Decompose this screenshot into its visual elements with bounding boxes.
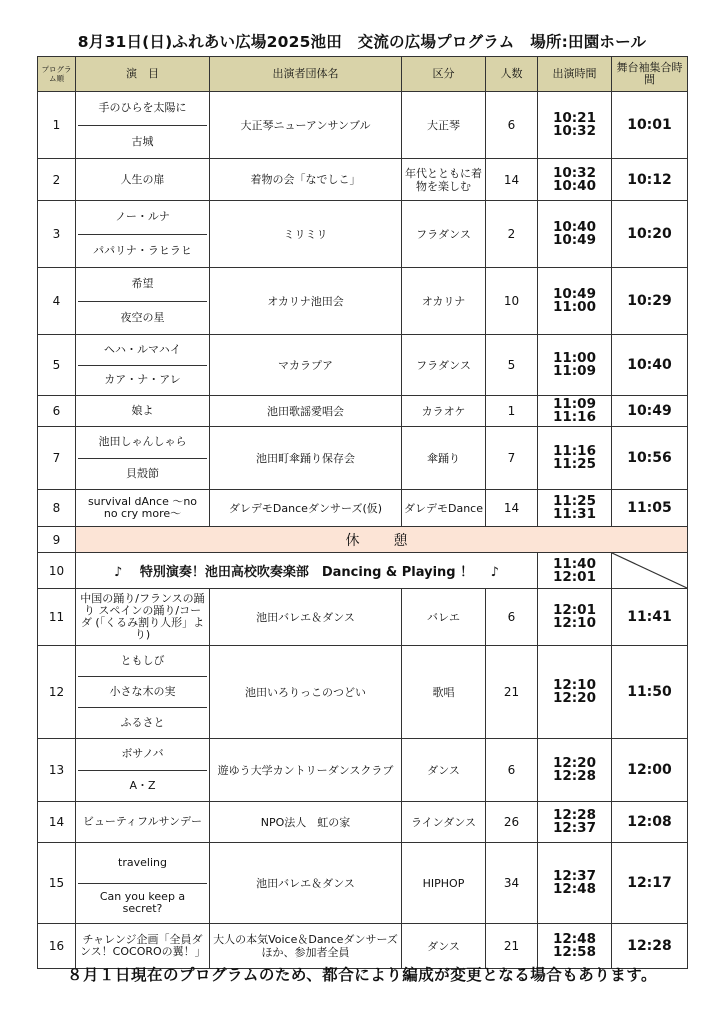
program-title: ビューティフルサンデー [82,815,203,828]
time-cell [538,802,612,843]
gather-time: 10:56 [612,427,688,490]
start-time: 12:10 [553,677,596,693]
program-titles-cell [76,802,210,843]
row-no: 6 [38,396,76,427]
end-time: 12:20 [553,690,596,706]
category: カラオケ [402,396,486,427]
program-titles-cell [76,268,210,335]
performer-name: 池田歌謡愛唱会 [210,396,402,427]
gather-time: 10:49 [612,396,688,427]
program-title: traveling [118,855,167,869]
end-time: 12:58 [553,944,596,960]
performer-name: 着物の会「なでしこ」 [210,159,402,201]
table-row [38,396,688,427]
row-no: 4 [38,268,76,335]
special-row [38,553,688,589]
end-time: 12:01 [553,568,596,585]
program-titles-cell [76,843,210,924]
start-time: 11:00 [553,350,596,366]
start-time: 12:37 [553,868,596,884]
break-section [38,527,688,589]
header-gather: 舞台袖集合時間 [612,57,688,92]
program-rows-second [38,589,688,969]
program-titles-cell [76,396,210,427]
gather-time: 12:00 [612,739,688,802]
member-count: 6 [486,92,538,159]
performer-name: ミリミリ [210,201,402,268]
gather-time: 10:01 [612,92,688,159]
table-row [38,201,688,268]
table-row [38,268,688,335]
break-label: 休 憩 [76,527,688,553]
program-title: ボサノバ [121,747,164,761]
row-no: 5 [38,335,76,396]
gather-time: 12:17 [612,843,688,924]
member-count: 21 [486,924,538,969]
member-count: 6 [486,589,538,646]
program-title: 人生の扉 [120,172,165,186]
header-time: 出演時間 [538,57,612,92]
start-time: 12:28 [553,807,596,823]
performer-name: 池田町傘踊り保存会 [210,427,402,490]
member-count: 7 [486,427,538,490]
category: HIPHOP [402,843,486,924]
program-title: 池田しゃんしゃら [98,435,187,449]
start-time: 10:49 [553,286,596,302]
start-time: 12:20 [553,755,596,771]
table-row [38,646,688,739]
time-cell [538,553,612,589]
member-count: 2 [486,201,538,268]
program-title: 貝殻節 [78,458,207,490]
header-category: 区分 [402,57,486,92]
end-time: 11:09 [553,363,596,379]
time-cell [538,924,612,969]
start-time: 11:16 [553,443,596,459]
program-titles-cell [76,427,210,490]
member-count: 10 [486,268,538,335]
member-count: 5 [486,335,538,396]
end-time: 12:28 [553,768,596,784]
gather-time: 10:20 [612,201,688,268]
program-title: 古城 [78,125,207,159]
footer-note: ８月１日現在のプログラムのため、都合により編成が変更となる場合もあります。 [67,966,657,984]
category: ダンス [402,924,486,969]
program-title: 娘よ [131,404,154,417]
gather-time: 10:12 [612,159,688,201]
row-no: 16 [38,924,76,969]
time-cell [538,268,612,335]
program-titles-cell [76,589,210,646]
category: 傘踊り [402,427,486,490]
member-count: 34 [486,843,538,924]
time-cell [538,92,612,159]
row-no: 2 [38,159,76,201]
program-titles-cell [76,490,210,527]
end-time: 11:16 [553,409,596,425]
program-title: パパリナ・ラヒラヒ [78,234,207,268]
performer-name: 大正琴ニューアンサンブル [210,92,402,159]
special-performance-label: ♪ 特別演奏！池田高校吹奏楽部 Dancing & Playing ！ ♪ [76,553,538,589]
category: フラダンス [402,335,486,396]
table-row [38,739,688,802]
member-count: 1 [486,396,538,427]
category: ダンス [402,739,486,802]
diagonal-line [612,553,687,588]
program-titles-cell [76,739,210,802]
member-count: 21 [486,646,538,739]
time-cell [538,201,612,268]
start-time: 12:48 [553,931,596,947]
performer-name: 遊ゆう大学カントリーダンスクラブ [210,739,402,802]
end-time: 11:00 [553,299,596,315]
performer-name: マカラプア [210,335,402,396]
header-no: プログラム順 [38,57,76,92]
start-time: 12:01 [553,602,596,618]
gather-time: 11:05 [612,490,688,527]
performer-name: ダレデモDanceダンサーズ(仮) [210,490,402,527]
table-row [38,924,688,969]
time-cell [538,739,612,802]
start-time: 10:40 [553,219,596,235]
end-time: 11:25 [553,456,596,472]
program-title: ノー・ルナ [115,210,170,224]
program-title: 夜空の星 [78,301,207,335]
end-time: 12:48 [553,881,596,897]
program-title: survival dAnce ～no no cry more～ [87,495,198,520]
start-time: 11:40 [553,555,596,572]
category: 歌唱 [402,646,486,739]
header-performer: 出演者団体名 [210,57,402,92]
program-title: 希望 [131,277,154,291]
program-titles-cell [76,646,210,739]
table-row [38,427,688,490]
member-count: 14 [486,490,538,527]
program-title: 手のひらを太陽に [98,101,187,115]
gather-time: 11:41 [612,589,688,646]
table-row [38,335,688,396]
program-titles-cell [76,335,210,396]
time-cell [538,589,612,646]
performer-name: 池田いろりっこのつどい [210,646,402,739]
program-title: ふるさと [78,707,207,738]
break-row [38,527,688,553]
time-cell [538,335,612,396]
program-title: ともしび [120,654,165,667]
program-rows-first [38,92,688,527]
table-row [38,159,688,201]
member-count: 26 [486,802,538,843]
category: ラインダンス [402,802,486,843]
performer-name: オカリナ池田会 [210,268,402,335]
program-title: 小さな木の実 [78,676,207,707]
end-time: 10:40 [553,177,596,194]
header-program: 演 目 [76,57,210,92]
program-title: 中国の踊り/フランスの踊り スペインの踊り/コーダ (「くるみ割り人形」より) [80,592,205,641]
start-time: 10:21 [553,110,596,126]
program-title: Can you keep a secret? [78,883,207,924]
table-header-row [38,57,688,92]
category: 大正琴 [402,92,486,159]
performer-name: 大人の本気Voice＆Danceダンサーズほか、参加者全員 [210,924,402,969]
program-title: カア・ナ・アレ [78,365,207,396]
member-count: 14 [486,159,538,201]
row-no: 3 [38,201,76,268]
end-time: 10:49 [553,232,596,248]
row-no: 13 [38,739,76,802]
row-no: 15 [38,843,76,924]
category: オカリナ [402,268,486,335]
start-time: 10:32 [553,164,596,181]
category: ダレデモDance [402,490,486,527]
program-title: A・Z [78,770,207,802]
member-count: 6 [486,739,538,802]
row-no: 14 [38,802,76,843]
start-time: 11:25 [553,493,596,509]
end-time: 10:32 [553,123,596,139]
gather-time: 12:28 [612,924,688,969]
time-cell [538,427,612,490]
time-cell [538,646,612,739]
page-title: 8月31日(日)ふれあい広場2025池田 交流の広場プログラム 場所:田園ホール [77,33,647,51]
end-time: 11:31 [553,506,596,522]
row-no: 9 [38,527,76,553]
table-row [38,843,688,924]
gather-empty-cell [612,553,688,589]
program-title: ヘハ・ルマハイ [104,342,181,356]
category: 年代とともに着物を楽しむ [402,159,486,201]
time-cell [538,159,612,201]
end-time: 12:37 [553,820,596,836]
header-count: 人数 [486,57,538,92]
row-no: 1 [38,92,76,159]
performer-name: 池田バレエ＆ダンス [210,843,402,924]
gather-time: 10:40 [612,335,688,396]
table-row [38,92,688,159]
program-titles-cell [76,201,210,268]
time-cell [538,396,612,427]
program-title: チャレンジ企画「全員ダンス！COCOROの翼！」 [80,933,206,958]
time-cell [538,490,612,527]
performer-name: NPO法人 虹の家 [210,802,402,843]
category: バレエ [402,589,486,646]
row-no: 7 [38,427,76,490]
performer-name: 池田バレエ＆ダンス [210,589,402,646]
start-time: 11:09 [553,396,596,412]
row-no: 11 [38,589,76,646]
program-titles-cell [76,92,210,159]
row-no: 10 [38,553,76,589]
program-titles-cell [76,159,210,201]
program-titles-cell [76,924,210,969]
program-table [37,56,688,969]
end-time: 12:10 [553,615,596,631]
table-row [38,490,688,527]
time-cell [538,843,612,924]
gather-time: 11:50 [612,646,688,739]
category: フラダンス [402,201,486,268]
gather-time: 12:08 [612,802,688,843]
table-row [38,589,688,646]
table-row [38,802,688,843]
row-no: 8 [38,490,76,527]
row-no: 12 [38,646,76,739]
gather-time: 10:29 [612,268,688,335]
